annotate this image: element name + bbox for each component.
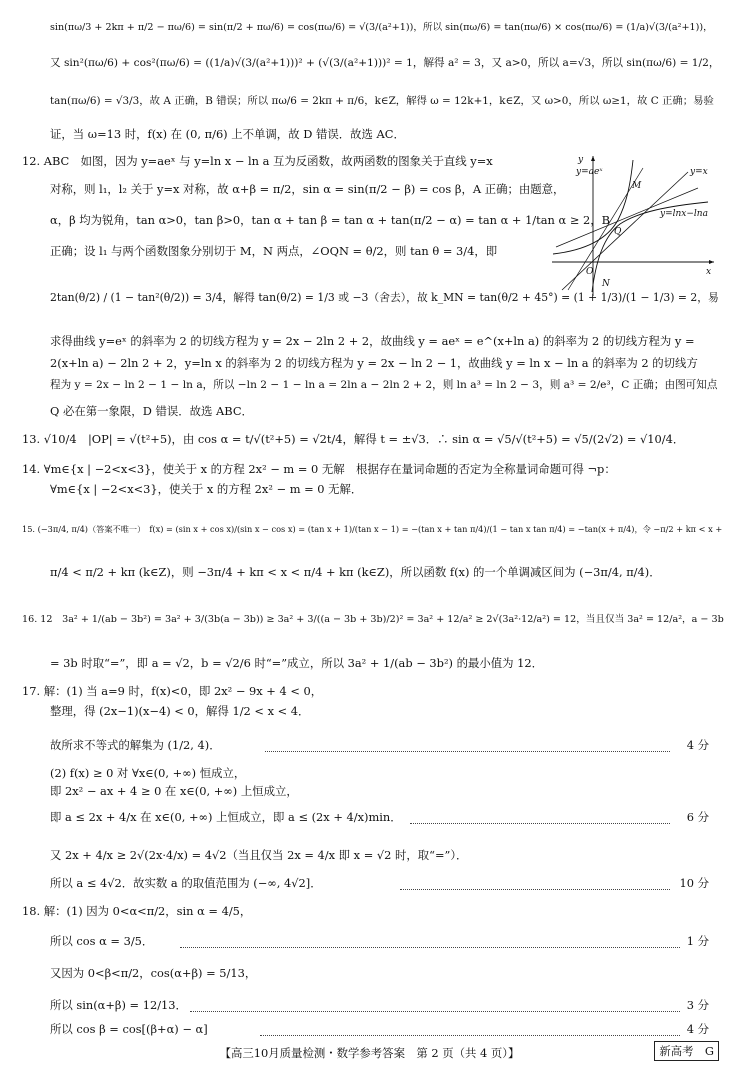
text-line: 对称，则 l₁，l₂ 关于 y=x 对称，故 α+β = π/2，sin α = sin(π/2 − β) = cos β，A 正确；由题意， — [50, 182, 565, 196]
score-mark: 10 分 — [679, 876, 709, 890]
text-line: 所以 sin(α+β) = 12/13． — [50, 998, 187, 1012]
text-line: 所以 a ≤ 4√2．故实数 a 的取值范围为 (−∞, 4√2]． — [50, 876, 322, 890]
dot-leader — [260, 1035, 680, 1036]
label-x-axis: x — [706, 267, 712, 277]
function-graph-figure — [548, 150, 718, 300]
y-axis-arrow-icon — [591, 156, 595, 161]
q16-line: 16. 12 3a² + 1/(ab − 3b²) = 3a² + 3/(3b(a − 3b)) ≥ 3a² + 3/((a − 3b + 3b)/2)² = 3a² + 12/a² ≥ 2√(3a²·12/a²) = 12，当且仅当 3a² = 12/a²，a − 3b — [22, 614, 724, 625]
q18-line: 18. 解：(1) 因为 0<α<π/2，sin α = 4/5， — [22, 904, 252, 918]
label-y-eq-x: y=x — [690, 167, 708, 177]
text-line: (2) f(x) ≥ 0 对 ∀x∈(0, +∞) 恒成立， — [50, 766, 246, 780]
score-mark: 6 分 — [686, 810, 709, 824]
text-line: ∀m∈{x | −2<x<3}，使关于 x 的方程 2x² − m = 0 无解． — [50, 482, 363, 496]
text-line: 2tan(θ/2) / (1 − tan²(θ/2)) = 3/4，解得 tan(θ/2) = 1/3 或 −3（舍去），故 k_MN = tan(θ/2 + 45°) = (1 + 1/3)/(1 − 1/3) = 2，易 — [50, 291, 719, 304]
q15-line: 15. (−3π/4, π/4)（答案不唯一） f(x) = (sin x + cos x)/(sin x − cos x) = (tan x + 1)/(tan x − 1) = −(tan x + tan π/4)/(1 − tan x tan π/4) = −tan(x + π/4)，令 −π/2 + kπ < x + — [22, 524, 723, 534]
dot-leader — [180, 947, 680, 948]
q12-line: 12. ABC 如图，因为 y=aeˣ 与 y=ln x − ln a 互为反函数，故两函数的图象关于直线 y=x — [22, 154, 493, 168]
text-line: sin(πω/3 + 2kπ + π/2 − πω/6) = sin(π/2 + πω/6) = cos(πω/6) = √(3/(a²+1))，所以 sin(πω/6) = tan(πω/6) × cos(πω/6) = (1/a)√(3/(a²+1))， — [50, 22, 713, 33]
text-line: 求得曲线 y=eˣ 的斜率为 2 的切线方程为 y = 2x − 2ln 2 + 2，故曲线 y = aeˣ = e^(x+ln a) 的斜率为 2 的切线方程为 y = — [50, 334, 695, 348]
dot-leader — [265, 751, 670, 752]
text-line: tan(πω/6) = √3/3，故 A 正确，B 错误；所以 πω/6 = 2kπ + π/6，k∈Z，解得 ω = 12k+1，k∈Z，又 ω>0，所以 ω≥1，故 C 正确；易验 — [50, 95, 714, 107]
edition-badge: 新高考 G — [654, 1041, 719, 1061]
score-mark: 4 分 — [686, 1022, 709, 1036]
score-mark: 4 分 — [686, 738, 709, 752]
page-footer: 【高三10月质量检测・数学参考答案 第 2 页（共 4 页）】 — [219, 1046, 520, 1060]
line-y-equals-x — [562, 172, 688, 290]
text-line: 正确；设 l₁ 与两个函数图象分别切于 M，N 两点，∠OQN = θ/2，则 tan θ = 3/4，即 — [50, 244, 498, 258]
text-line: α，β 均为锐角，tan α>0，tan β>0，tan α + tan β = tan α + tan(π/2 − α) = tan α + 1/tan α ≥ 2，B — [50, 213, 610, 227]
text-line: 又 sin²(πω/6) + cos²(πω/6) = ((1/a)√(3/(a²+1)))² + (√(3/(a²+1)))² = 1，解得 a² = 3，又 a>0，所以 a=√3，所以 sin(πω/6) = 1/2， — [50, 57, 720, 69]
score-mark: 3 分 — [686, 998, 709, 1012]
text-line: π/4 < π/2 + kπ (k∈Z)，则 −3π/4 + kπ < x < π/4 + kπ (k∈Z)，所以函数 f(x) 的一个单调减区间为 (−3π/4, π/4)． — [50, 565, 661, 579]
label-origin: O — [586, 267, 594, 277]
text-line: Q 必在第一象限，D 错误．故选 ABC． — [50, 404, 253, 418]
text-line: 整理，得 (2x−1)(x−4) < 0，解得 1/2 < x < 4． — [50, 704, 310, 718]
score-mark: 1 分 — [686, 934, 709, 948]
dot-leader — [190, 1011, 680, 1012]
text-line: 程为 y = 2x − ln 2 − 1 − ln a，所以 −ln 2 − 1 − ln a = 2ln a − 2ln 2 + 2，则 ln a³ = ln 2 − 3，则 a³ = 2/e³，C 正确；由图可知点 — [50, 379, 718, 391]
text-line: = 3b 时取“=”，即 a = √2，b = √2/6 时“=”成立，所以 3a² + 1/(ab − 3b²) 的最小值为 12． — [50, 656, 544, 670]
text-line: 又因为 0<β<π/2，cos(α+β) = 5/13， — [50, 966, 257, 980]
text-line: 所以 cos α = 3/5． — [50, 934, 154, 948]
text-line: 又 2x + 4/x ≥ 2√(2x·4/x) = 4√2（当且仅当 2x = 4/x 即 x = √2 时，取“=”）． — [50, 848, 468, 862]
text-line: 即 2x² − ax + 4 ≥ 0 在 x∈(0, +∞) 上恒成立， — [50, 784, 298, 798]
q13-line: 13. √10/4 |OP| = √(t²+5)，由 cos α = t/√(t²+5) = √2t/4，解得 t = ±√3．∴ sin α = √5/√(t²+5) = √5/(2√2) = √10/4． — [22, 432, 685, 446]
label-point-m: M — [632, 181, 642, 191]
label-y-axis: y — [578, 155, 584, 165]
dot-leader — [400, 889, 670, 890]
label-y-aex: y=aeˣ — [576, 167, 603, 177]
label-point-n: N — [602, 279, 610, 289]
label-point-q: Q — [614, 227, 622, 237]
q17-line: 17. 解：(1) 当 a=9 时，f(x)<0，即 2x² − 9x + 4 < 0， — [22, 684, 323, 698]
text-line: 所以 cos β = cos[(β+α) − α] — [50, 1022, 208, 1036]
text-line: 证，当 ω=13 时，f(x) 在 (0, π/6) 上不单调，故 D 错误．故选 AC． — [50, 127, 405, 141]
text-line: 2(x+ln a) − 2ln 2 + 2，y=ln x 的斜率为 2 的切线方程为 y = 2x − ln 2 − 1，故曲线 y = ln x − ln a 的斜率为 2 的切线方 — [50, 356, 698, 370]
text-line: 即 a ≤ 2x + 4/x 在 x∈(0, +∞) 上恒成立，即 a ≤ (2x + 4/x)min． — [50, 810, 402, 824]
dot-leader — [410, 823, 670, 824]
q14-line: 14. ∀m∈{x | −2<x<3}，使关于 x 的方程 2x² − m = 0 无解 根据存在量词命题的否定为全称量词命题可得 ¬p： — [22, 462, 616, 476]
x-axis-arrow-icon — [709, 260, 714, 264]
label-log-curve: y=lnx−lna — [660, 209, 708, 219]
text-line: 故所求不等式的解集为 (1/2, 4)． — [50, 738, 221, 752]
